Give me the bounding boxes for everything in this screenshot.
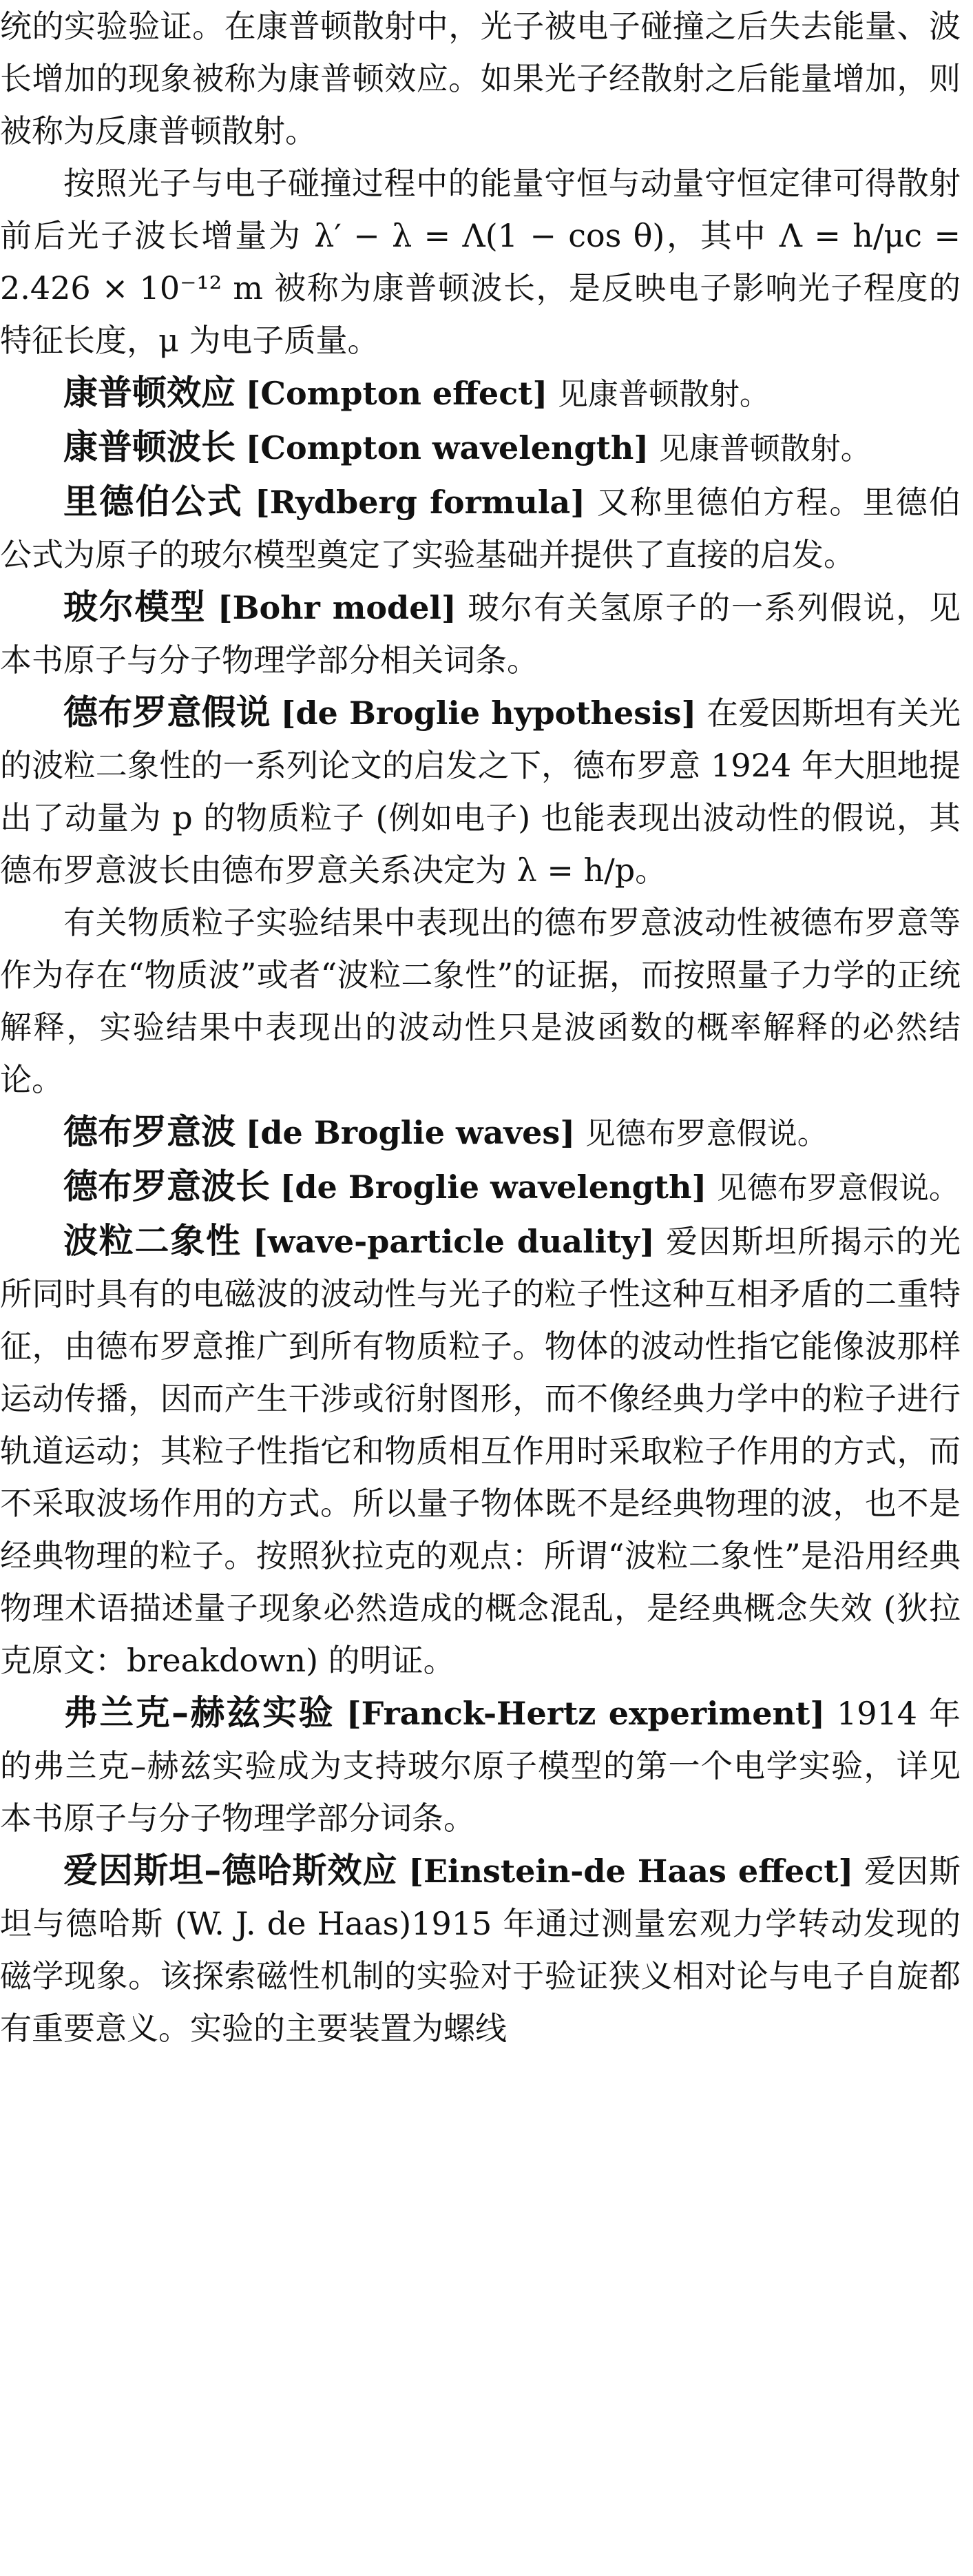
entry-text: 见德布罗意假说。 <box>585 1116 828 1151</box>
entry-headword: 波粒二象性 <box>63 1221 242 1261</box>
entry-english-term: [de Broglie wavelength] <box>280 1168 707 1206</box>
entry-text: 爱因斯坦与德哈斯 (W. J. de Haas)1915 年通过测量宏观力学转动发现的磁学现象。该探索磁性机制的实验对于验证狭义相对论与电子自旋都有重要意义。实验的主要装置为螺线 <box>0 1853 961 2047</box>
entry-text: 1914 年的弗兰克–赫兹实验成为支持玻尔原子模型的第一个电学实验，详见本书原子与分子物理学部分词条。 <box>0 1695 961 1837</box>
entry-headword: 玻尔模型 <box>63 587 207 627</box>
entry-headword: 康普顿波长 <box>63 427 236 467</box>
entry-text: 又称里德伯方程。里德伯公式为原子的玻尔模型奠定了实验基础并提供了直接的启发。 <box>0 484 961 573</box>
entry-text: 在爱因斯坦有关光的波粒二象性的一系列论文的启发之下，德布罗意 1924 年大胆地提出了动量为 p 的物质粒子 (例如电子) 也能表现出波动性的假说，其德布罗意波长由德布罗意关系决定为 λ = h/p。 <box>0 694 961 889</box>
entry-headword: 德布罗意波 <box>63 1112 236 1152</box>
paragraph-matter-waves: 有关物质粒子实验结果中表现出的德布罗意波动性被德布罗意等作为存在“物质波”或者“波粒二象性”的证据，而按照量子力学的正统解释，实验结果中表现出的波动性只是波函数的概率解释的必然结论。 <box>0 904 961 1098</box>
entry-bohr-model <box>0 581 961 686</box>
entry-english-term: [Rydberg formula] <box>254 484 585 521</box>
entry-compton-effect <box>0 367 961 421</box>
entry-headword: 里德伯公式 <box>63 482 244 522</box>
entry-english-term: [Franck-Hertz experiment] <box>346 1695 825 1732</box>
entry-wave-particle-duality <box>0 1215 961 1687</box>
entry-english-term: [Einstein-de Haas effect] <box>408 1853 854 1890</box>
entry-text: 爱因斯坦所揭示的光所同时具有的电磁波的波动性与光子的粒子性这种互相矛盾的二重特征，由德布罗意推广到所有物质粒子。物体的波动性指它能像波那样运动传播，因而产生干涉或衍射图形，而不像经典力学中的粒子进行轨道运动；其粒子性指它和物质相互作用时采取粒子作用的方式，而不采取波场作用的方式。所以量子物体既不是经典物理的波，也不是经典物理的粒子。按照狄拉克的观点：所谓“波粒二象性”是沿用经典物理术语描述量子现象必然造成的概念混乱，是经典概念失效 (狄拉克原文：breakdown) 的明证。 <box>0 1223 961 1679</box>
entry-headword: 康普顿效应 <box>63 373 236 413</box>
entry-headword: 德布罗意波长 <box>63 1166 270 1206</box>
entry-english-term: [wave-particle duality] <box>253 1223 655 1260</box>
entry-text: 见康普顿散射。 <box>557 377 770 412</box>
entry-headword: 爱因斯坦–德哈斯效应 <box>63 1851 398 1890</box>
entry-english-term: [de Broglie hypothesis] <box>280 694 697 732</box>
entry-de-broglie-hypothesis <box>0 686 961 896</box>
entry-headword: 德布罗意假说 <box>63 692 271 732</box>
entry-english-term: [Bohr model] <box>217 589 457 626</box>
entry-headword: 弗兰克–赫兹实验 <box>63 1693 335 1733</box>
entry-english-term: [Compton wavelength] <box>245 429 649 466</box>
entry-english-term: [de Broglie waves] <box>245 1114 576 1151</box>
entry-franck-hertz-experiment <box>0 1687 961 1844</box>
entry-english-term: [Compton effect] <box>245 375 548 412</box>
entry-de-broglie-wavelength <box>0 1160 961 1215</box>
entry-rydberg-formula <box>0 475 961 581</box>
entry-einstein-de-haas-effect <box>0 1844 961 2054</box>
entry-compton-wavelength <box>0 421 961 475</box>
paragraph-compton-scattering-end: 统的实验验证。在康普顿散射中，光子被电子碰撞之后失去能量、波长增加的现象被称为康普顿效应。如果光子经散射之后能量增加，则被称为反康普顿散射。 <box>0 8 961 150</box>
paragraph-compton-formula: 按照光子与电子碰撞过程中的能量守恒与动量守恒定律可得散射前后光子波长增量为 λ′ − λ = Λ(1 − cos θ)，其中 Λ = h/μc = 2.426 × 10⁻¹² m 被称为康普顿波长，是反映电子影响光子程度的特征长度，μ 为电子质量。 <box>0 165 961 359</box>
entry-text: 见德布罗意假说。 <box>716 1171 959 1206</box>
entry-de-broglie-waves <box>0 1106 961 1160</box>
entry-text: 见康普顿散射。 <box>658 431 871 466</box>
entry-text: 玻尔有关氢原子的一系列假说，见本书原子与分子物理学部分相关词条。 <box>0 589 961 679</box>
